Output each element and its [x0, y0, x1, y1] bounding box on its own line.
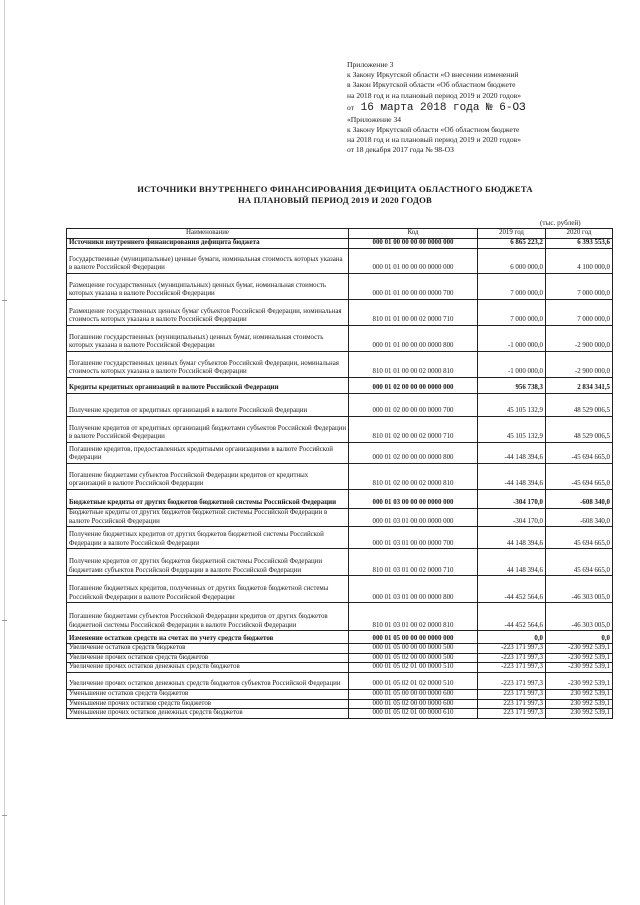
row-2019-cell: 223 171 997,3	[478, 699, 546, 709]
table-row	[67, 672, 613, 689]
table-row	[67, 274, 613, 300]
row-name-cell: Уменьшение остатков средств бюджетов	[67, 689, 349, 699]
row-name-cell: Увеличение прочих остатков средств бюджетов	[67, 653, 349, 663]
row-2019-cell: -223 171 997,3	[478, 663, 546, 673]
row-name-cell: Кредиты кредитных организаций в валюте Российской Федерации	[67, 378, 349, 394]
row-2020-cell: -608 340,0	[546, 490, 613, 509]
row-2020-cell: 230 992 539,1	[546, 689, 613, 699]
row-2020-cell: 48 529 006,5	[546, 394, 613, 417]
row-2020-cell: -2 900 000,0	[546, 352, 613, 378]
row-2019-cell: -1 000 000,0	[478, 326, 546, 352]
row-name-cell: Получение кредитов от кредитных организаций бюджетами субъектов Российской Федерации в валюте Российской Федерации	[67, 417, 349, 443]
scan-mark	[2, 815, 7, 816]
table-row	[67, 417, 613, 443]
row-code-cell: 810 01 02 00 00 02 0000 710	[349, 417, 478, 443]
row-name-cell: Размещение государственных ценных бумаг субъектов Российской Федерации, номинальная стоимость которых указана в валюте Российской Федерации	[67, 300, 349, 326]
header-line: на 2018 год и на плановый период 2019 и 2020 годов»	[347, 135, 522, 145]
row-name-cell: Бюджетные кредиты от других бюджетов бюджетной системы Российской Федерации	[67, 490, 349, 509]
row-2020-cell: 0,0	[546, 631, 613, 644]
table-row	[67, 603, 613, 631]
header-2020: 2020 год	[546, 229, 613, 239]
row-2020-cell: -230 992 539,1	[546, 653, 613, 663]
table-row	[67, 644, 613, 654]
title-line: НА ПЛАНОВЫЙ ПЕРИОД 2019 И 2020 ГОДОВ	[238, 195, 432, 205]
document-title	[100, 184, 570, 206]
row-code-cell: 000 01 05 00 00 00 0000 600	[349, 689, 478, 699]
table-row	[67, 709, 613, 719]
row-code-cell: 000 01 05 00 00 00 0000 000	[349, 631, 478, 644]
table-row	[67, 699, 613, 709]
row-2020-cell: -2 900 000,0	[546, 326, 613, 352]
row-2020-cell: -45 694 665,0	[546, 464, 613, 490]
table-row	[67, 631, 613, 644]
row-code-cell: 000 01 03 01 00 00 0000 800	[349, 576, 478, 603]
row-name-cell: Погашение бюджетных кредитов, полученных от других бюджетов бюджетной системы Российской Федерации в валюте Российской Федерации	[67, 576, 349, 603]
row-name-cell: Увеличение прочих остатков денежных средств бюджетов субъектов Российской Федерации	[67, 672, 349, 689]
row-2019-cell: -304 170,0	[478, 509, 546, 527]
row-code-cell: 000 01 03 01 00 00 0000 000	[349, 509, 478, 527]
row-2019-cell: 45 105 132,9	[478, 417, 546, 443]
row-code-cell: 810 01 01 00 00 02 0000 710	[349, 300, 478, 326]
row-name-cell: Погашение бюджетами субъектов Российской Федерации кредитов от кредитных организаций в валюте Российской Федерации	[67, 464, 349, 490]
header-line: к Закону Иркутской области «О внесении изменений	[347, 70, 519, 80]
financing-sources-table	[66, 228, 613, 719]
header-line: «Приложение 34	[347, 114, 402, 124]
row-code-cell: 000 01 03 00 00 00 0000 000	[349, 490, 478, 509]
row-code-cell: 000 01 02 00 00 00 0000 700	[349, 394, 478, 417]
row-2020-cell: -230 992 539,1	[546, 644, 613, 654]
row-code-cell: 000 01 05 02 00 00 0000 600	[349, 699, 478, 709]
row-2019-cell: -44 452 564,6	[478, 576, 546, 603]
scan-left-edge	[4, 0, 5, 905]
row-2019-cell: 6 865 223,2	[478, 239, 546, 249]
appendix-header	[347, 60, 597, 156]
header-line: от 18 декабря 2017 года № 98-ОЗ	[347, 145, 454, 155]
row-name-cell: Получение кредитов от кредитных организаций в валюте Российской Федерации	[67, 394, 349, 417]
table-row	[67, 300, 613, 326]
row-name-cell: Размещение государственных (муниципальных) ценных бумаг, номинальная стоимость которых указана в валюте Российской Федерации	[67, 274, 349, 300]
row-code-cell: 000 01 05 00 00 00 0000 500	[349, 644, 478, 654]
row-name-cell: Увеличение прочих остатков денежных средств бюджетов	[67, 663, 349, 673]
row-2020-cell: 48 529 006,5	[546, 417, 613, 443]
row-code-cell: 000 01 05 02 01 00 0000 510	[349, 663, 478, 673]
table-row	[67, 527, 613, 549]
row-2020-cell: 230 992 539,1	[546, 709, 613, 719]
row-2020-cell: -46 303 005,0	[546, 576, 613, 603]
row-2019-cell: -223 171 997,3	[478, 644, 546, 654]
table-row	[67, 326, 613, 352]
scan-mark	[2, 300, 7, 301]
table-row	[67, 490, 613, 509]
row-2019-cell: 956 738,3	[478, 378, 546, 394]
table-row	[67, 249, 613, 274]
row-name-cell: Государственные (муниципальные) ценные бумаги, номинальная стоимость которых указана в валюте Российской Федерации	[67, 249, 349, 274]
row-2020-cell: 2 834 341,5	[546, 378, 613, 394]
row-2019-cell: 7 000 000,0	[478, 300, 546, 326]
table-row	[67, 653, 613, 663]
table-body	[67, 239, 613, 719]
row-2020-cell: 7 000 000,0	[546, 300, 613, 326]
units-label: (тыс. рублей)	[540, 219, 581, 227]
row-name-cell: Источники внутреннего финансирования дефицита бюджета	[67, 239, 349, 249]
header-name: Наименование	[67, 229, 349, 239]
row-code-cell: 000 01 03 01 00 00 0000 700	[349, 527, 478, 549]
scan-mark	[2, 620, 7, 621]
row-2020-cell: 7 000 000,0	[546, 274, 613, 300]
table-row	[67, 352, 613, 378]
row-code-cell: 000 01 01 00 00 00 0000 800	[349, 326, 478, 352]
row-name-cell: Уменьшение прочих остатков денежных средств бюджетов	[67, 709, 349, 719]
header-line: Приложение 3	[347, 60, 394, 69]
row-code-cell: 000 01 02 00 00 00 0000 000	[349, 378, 478, 394]
header-line: в Закон Иркутской области «Об областном бюджете	[347, 80, 516, 90]
row-2019-cell: 44 148 394,6	[478, 549, 546, 576]
row-2019-cell: -44 148 394,6	[478, 464, 546, 490]
row-2019-cell: 223 171 997,3	[478, 689, 546, 699]
row-name-cell: Получение бюджетных кредитов от других бюджетов бюджетной системы Российской Федерации в валюте Российской Федерации	[67, 527, 349, 549]
row-2019-cell: 44 148 394,6	[478, 527, 546, 549]
row-2020-cell: -230 992 539,1	[546, 663, 613, 673]
header-line: на 2018 год и на плановый период 2019 и 2020 годов»	[347, 90, 522, 100]
row-2020-cell: 6 393 553,6	[546, 239, 613, 249]
header-code: Код	[349, 229, 478, 239]
row-2020-cell: 230 992 539,1	[546, 699, 613, 709]
table-row	[67, 394, 613, 417]
row-2019-cell: 0,0	[478, 631, 546, 644]
row-code-cell: 000 01 01 00 00 00 0000 000	[349, 249, 478, 274]
table-row	[67, 443, 613, 464]
table-row	[67, 378, 613, 394]
row-name-cell: Получение кредитов от других бюджетов бюджетной системы Российской Федерации бюджетами субъектов Российской Федерации в валюте Российской Федерации	[67, 549, 349, 576]
law-date-stamp	[347, 101, 597, 115]
row-2020-cell: 4 100 000,0	[546, 249, 613, 274]
row-2019-cell: -44 452 564,6	[478, 603, 546, 631]
row-name-cell: Уменьшение прочих остатков средств бюджетов	[67, 699, 349, 709]
table-row	[67, 239, 613, 249]
row-2020-cell: -45 694 665,0	[546, 443, 613, 464]
table-row	[67, 663, 613, 673]
title-line: ИСТОЧНИКИ ВНУТРЕННЕГО ФИНАНСИРОВАНИЯ ДЕФИЦИТА ОБЛАСТНОГО БЮДЖЕТА	[137, 184, 533, 194]
row-2019-cell: -44 148 394,6	[478, 443, 546, 464]
row-code-cell: 000 01 05 02 00 00 0000 500	[349, 653, 478, 663]
row-code-cell: 000 01 05 02 01 00 0000 610	[349, 709, 478, 719]
row-2020-cell: -608 340,0	[546, 509, 613, 527]
table-row	[67, 509, 613, 527]
table-header-row	[67, 229, 613, 239]
row-name-cell: Погашение государственных (муниципальных) ценных бумаг, номинальная стоимость которых указана в валюте Российской Федерации	[67, 326, 349, 352]
row-code-cell: 000 01 00 00 00 00 0000 000	[349, 239, 478, 249]
row-name-cell: Бюджетные кредиты от других бюджетов бюджетной системы Российской Федерации в валюте Российской Федерации	[67, 509, 349, 527]
stamp-prefix: от	[347, 102, 355, 112]
header-2019: 2019 год	[478, 229, 546, 239]
row-2020-cell: 45 694 665,0	[546, 549, 613, 576]
row-name-cell: Изменение остатков средств на счетах по учету средств бюджетов	[67, 631, 349, 644]
row-code-cell: 000 01 01 00 00 00 0000 700	[349, 274, 478, 300]
row-2019-cell: -1 000 000,0	[478, 352, 546, 378]
row-code-cell: 000 01 05 02 01 02 0000 510	[349, 672, 478, 689]
row-2019-cell: 7 000 000,0	[478, 274, 546, 300]
row-2019-cell: -223 171 997,3	[478, 653, 546, 663]
table-row	[67, 464, 613, 490]
table-row	[67, 576, 613, 603]
stamp-text: 16 марта 2018 года № 6-ОЗ	[360, 101, 526, 114]
row-code-cell: 810 01 03 01 00 02 0000 810	[349, 603, 478, 631]
row-code-cell: 000 01 02 00 00 00 0000 800	[349, 443, 478, 464]
row-2019-cell: -223 171 997,3	[478, 672, 546, 689]
row-name-cell: Погашение бюджетами субъектов Российской Федерации кредитов от других бюджетов бюджетной системы Российской Федерации в валюте Российской Федерации	[67, 603, 349, 631]
table-row	[67, 689, 613, 699]
row-name-cell: Увеличение остатков средств бюджетов	[67, 644, 349, 654]
row-2020-cell: -46 303 005,0	[546, 603, 613, 631]
row-2019-cell: 6 000 000,0	[478, 249, 546, 274]
row-code-cell: 810 01 01 00 00 02 0000 810	[349, 352, 478, 378]
row-code-cell: 810 01 03 01 00 02 0000 710	[349, 549, 478, 576]
row-2020-cell: 45 694 665,0	[546, 527, 613, 549]
row-2020-cell: -230 992 539,1	[546, 672, 613, 689]
row-2019-cell: -304 170,0	[478, 490, 546, 509]
row-name-cell: Погашение кредитов, предоставленных кредитными организациями в валюте Российской Федерации	[67, 443, 349, 464]
row-2019-cell: 45 105 132,9	[478, 394, 546, 417]
row-code-cell: 810 01 02 00 00 02 0000 810	[349, 464, 478, 490]
row-name-cell: Погашение государственных ценных бумаг субъектов Российской Федерации, номинальная стоимость которых указана в валюте Российской Федерации	[67, 352, 349, 378]
table-row	[67, 549, 613, 576]
row-2019-cell: 223 171 997,3	[478, 709, 546, 719]
header-line: к Закону Иркутской области «Об областном бюджете	[347, 125, 520, 135]
